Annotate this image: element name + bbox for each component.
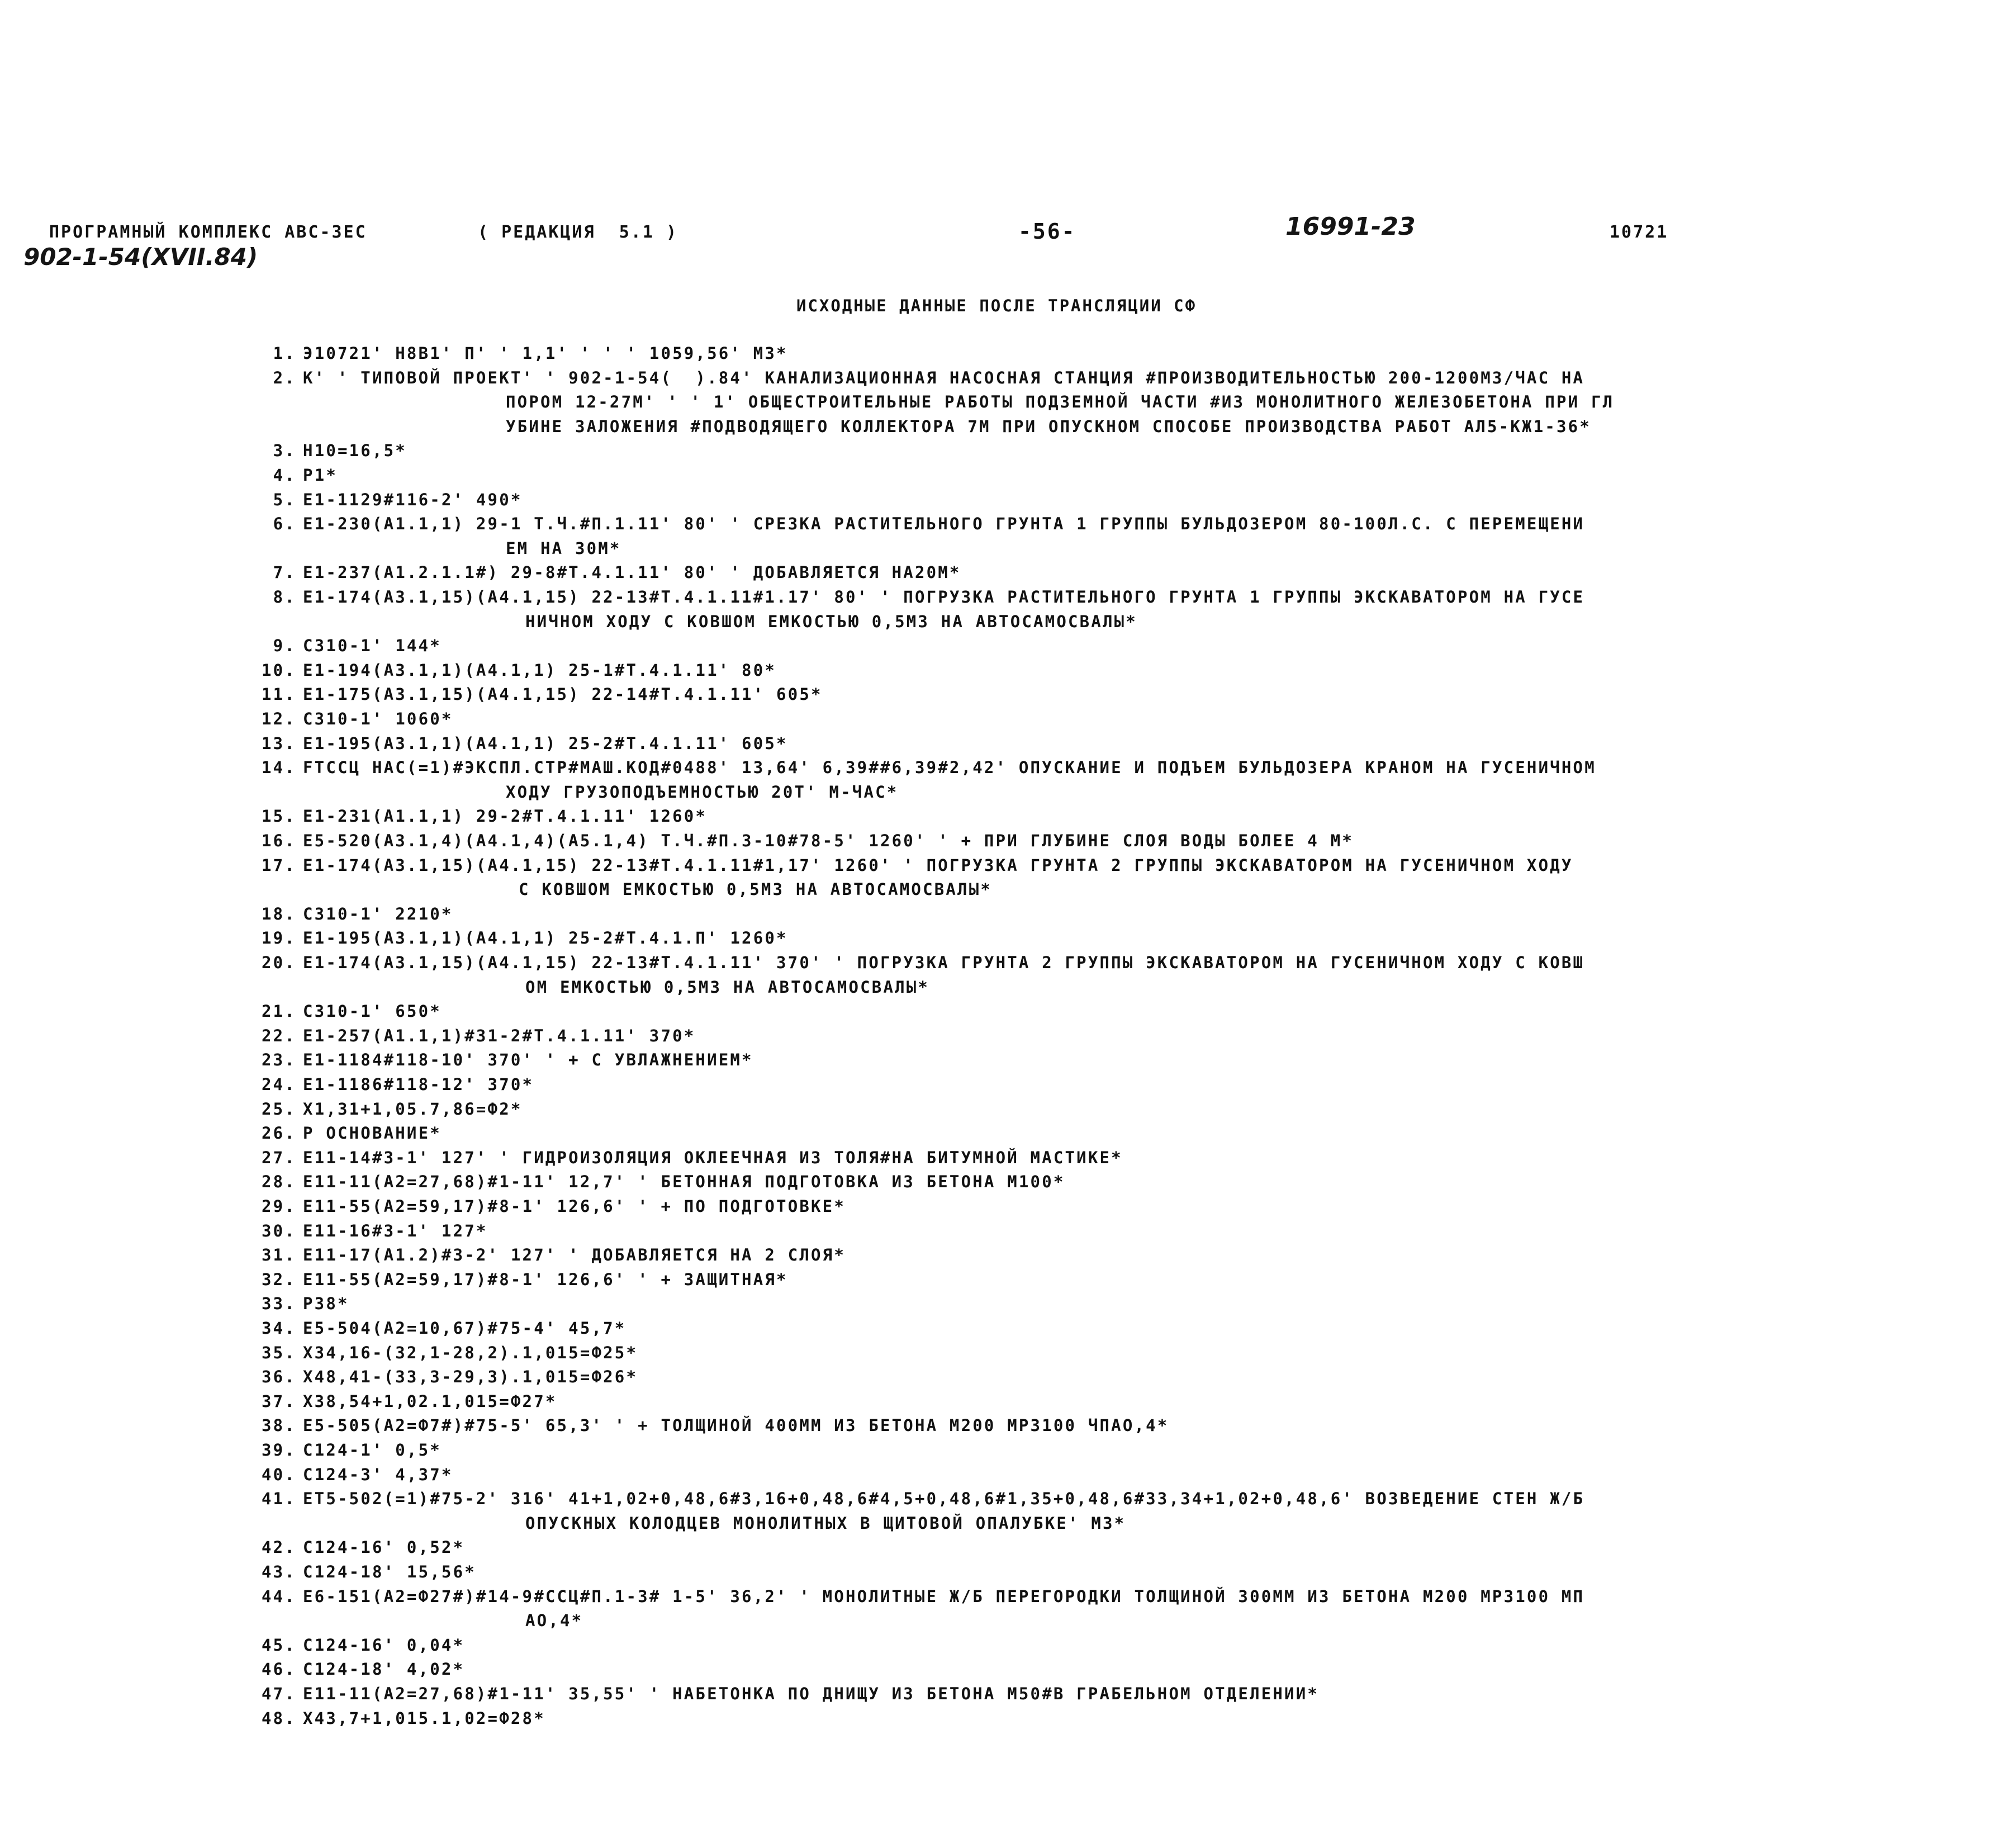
line-text: С310-1' 650* <box>303 1002 442 1021</box>
line-number: 37. <box>262 1392 296 1411</box>
line-number: 41. <box>262 1489 296 1508</box>
line-number: 38. <box>262 1416 296 1435</box>
page-title: ИСХОДНЫЕ ДАННЫЕ ПОСЛЕ ТРАНСЛЯЦИИ СФ <box>796 296 1197 315</box>
line-text: С310-1' 1060* <box>303 709 453 728</box>
line-text: Е5-504(А2=10,67)#75-4' 45,7* <box>303 1319 627 1338</box>
line-text: Е5-520(А3.1,4)(А4.1,4)(А5.1,4) Т.Ч.#П.3-10#78-5' 1260' ' + ПРИ ГЛУБИНЕ СЛОЯ ВОДЫ БОЛЕЕ 4 М* <box>303 831 1354 850</box>
line-text: Е1-231(А1.1,1) 29-2#Т.4.1.11' 1260* <box>303 807 708 826</box>
line-number: 6. <box>273 514 296 533</box>
line-number: 32. <box>262 1270 296 1289</box>
line-text: FТССЦ НАС(=1)#ЭКСПЛ.СТР#МАШ.КОД#0488' 13,64' 6,39##6,39#2,42' ОПУСКАНИЕ И ПОДЪЕМ БУЛЬДОЗЕРА КРАНОМ НА ГУСЕНИЧНОМ <box>303 758 1596 777</box>
line-text: Е1-1129#116-2' 490* <box>303 490 523 509</box>
line-number: 22. <box>262 1026 296 1045</box>
line-number: 46. <box>262 1660 296 1679</box>
line-number: 20. <box>262 953 296 972</box>
line-text: Е1-194(А3.1,1)(А4.1,1) 25-1#Т.4.1.11' 80* <box>303 661 777 680</box>
line-number: 11. <box>262 685 296 704</box>
line-number: 3. <box>273 441 296 460</box>
line-text: Е1-230(А1.1,1) 29-1 Т.Ч.#П.1.11' 80' ' СРЕЗКА РАСТИТЕЛЬНОГО ГРУНТА 1 ГРУППЫ БУЛЬДОЗЕРОМ 80-100Л.С. С ПЕРЕМЕЩЕНИ <box>303 514 1585 533</box>
line-number: 4. <box>273 466 296 485</box>
line-number: 45. <box>262 1636 296 1655</box>
line-text: Е5-505(А2=Ф7#)#75-5' 65,3' ' + ТОЛЩИНОЙ 400ММ ИЗ БЕТОНА М200 МРЗ100 ЧПАО,4* <box>303 1416 1169 1435</box>
line-text: Е6-151(А2=Ф27#)#14-9#ССЦ#П.1-3# 1-5' 36,2' ' МОНОЛИТНЫЕ Ж/Б ПЕРЕГОРОДКИ ТОЛЩИНОЙ 300ММ ИЗ БЕТОНА М200 МРЗ100 МП <box>303 1587 1585 1606</box>
line-number: 35. <box>262 1343 296 1362</box>
line-number: 27. <box>262 1148 296 1167</box>
line-text: К' ' ТИПОВОЙ ПРОЕКТ' ' 902-1-54( ).84' КАНАЛИЗАЦИОННАЯ НАСОСНАЯ СТАНЦИЯ #ПРОИЗВОДИТЕЛЬНОСТЬЮ 200-1200М3/ЧАС НА <box>303 368 1585 387</box>
document-number: 10721 <box>1610 222 1669 242</box>
line-number: 28. <box>262 1172 296 1191</box>
line-continuation: ОПУСКНЫХ КОЛОДЦЕВ МОНОЛИТНЫХ В ЩИТОВОЙ ОПАЛУБКЕ' М3* <box>525 1514 1126 1533</box>
line-number: 14. <box>262 758 296 777</box>
line-text: Р1* <box>303 466 338 485</box>
line-number: 2. <box>273 368 296 387</box>
line-text: ЕТ5-502(=1)#75-2' 316' 41+1,02+0,48,6#3,16+0,48,6#4,5+0,48,6#1,35+0,48,6#33,34+1,02+0,48,6' ВОЗВЕДЕНИЕ СТЕН Ж/Б <box>303 1489 1585 1508</box>
line-continuation: ХОДУ ГРУЗОПОДЪЕМНОСТЬЮ 20Т' М-ЧАС* <box>506 783 899 802</box>
line-text: Е1-257(А1.1,1)#31-2#Т.4.1.11' 370* <box>303 1026 696 1045</box>
line-text: Е11-14#3-1' 127' ' ГИДРОИЗОЛЯЦИЯ ОКЛЕЕЧНАЯ ИЗ ТОЛЯ#НА БИТУМНОЙ МАСТИКЕ* <box>303 1148 1123 1167</box>
line-number: 26. <box>262 1124 296 1143</box>
handwritten-project: 902-1-54(XVII.84) <box>23 243 258 271</box>
line-text: Е11-16#3-1' 127* <box>303 1221 488 1240</box>
line-number: 16. <box>262 831 296 850</box>
line-number: 1. <box>273 344 296 363</box>
line-number: 15. <box>262 807 296 826</box>
line-continuation: ПОРОМ 12-27М' ' ' 1' ОБЩЕСТРОИТЕЛЬНЫЕ РАБОТЫ ПОДЗЕМНОЙ ЧАСТИ #ИЗ МОНОЛИТНОГО ЖЕЛЕЗОБЕТОНА ПРИ ГЛ <box>506 392 1615 411</box>
line-text: С124-16' 0,52* <box>303 1538 465 1557</box>
line-number: 21. <box>262 1002 296 1021</box>
line-number: 48. <box>262 1709 296 1728</box>
line-number: 12. <box>262 709 296 728</box>
edition-label: ( РЕДАКЦИЯ 5.1 ) <box>478 222 678 242</box>
line-number: 23. <box>262 1050 296 1069</box>
line-number: 29. <box>262 1197 296 1216</box>
line-number: 8. <box>273 587 296 606</box>
line-text: Е1-1184#118-10' 370' ' + С УВЛАЖНЕНИЕМ* <box>303 1050 753 1069</box>
line-continuation: УБИНЕ ЗАЛОЖЕНИЯ #ПОДВОДЯЩЕГО КОЛЛЕКТОРА 7М ПРИ ОПУСКНОМ СПОСОБЕ ПРОИЗВОДСТВА РАБОТ АЛ5-КЖ1-36* <box>506 417 1591 436</box>
line-number: 43. <box>262 1562 296 1581</box>
line-text: Н10=16,5* <box>303 441 407 460</box>
line-continuation: ОМ ЕМКОСТЬЮ 0,5М3 НА АВТОСАМОСВАЛЫ* <box>525 978 930 997</box>
line-number: 44. <box>262 1587 296 1606</box>
line-number: 33. <box>262 1294 296 1313</box>
line-continuation: ЕМ НА 30М* <box>506 539 621 558</box>
line-number: 47. <box>262 1684 296 1703</box>
line-number: 40. <box>262 1465 296 1484</box>
line-text: С124-18' 4,02* <box>303 1660 465 1679</box>
line-text: Е1-174(А3.1,15)(А4.1,15) 22-13#Т.4.1.11#1,17' 1260' ' ПОГРУЗКА ГРУНТА 2 ГРУППЫ ЭКСКАВАТОРОМ НА ГУСЕНИЧНОМ ХОДУ <box>303 856 1573 875</box>
line-number: 10. <box>262 661 296 680</box>
line-text: С310-1' 2210* <box>303 904 453 923</box>
program-name: ПРОГРАМНЫЙ КОМПЛЕКС АВС-3ЕС <box>49 222 367 242</box>
line-continuation: НИЧНОМ ХОДУ С КОВШОМ ЕМКОСТЬЮ 0,5М3 НА АВТОСАМОСВАЛЫ* <box>525 612 1137 631</box>
line-text: Е1-174(А3.1,15)(А4.1,15) 22-13#Т.4.1.11' 370' ' ПОГРУЗКА ГРУНТА 2 ГРУППЫ ЭКСКАВАТОРОМ НА ГУСЕНИЧНОМ ХОДУ С КОВШ <box>303 953 1585 972</box>
line-continuation: АО,4* <box>525 1611 583 1630</box>
page-number: -56- <box>1018 219 1076 244</box>
line-text: Э10721' Н8В1' П' ' 1,1' ' ' ' 1059,56' М3* <box>303 344 788 363</box>
line-text: С124-16' 0,04* <box>303 1636 465 1655</box>
line-text: Е1-175(А3.1,15)(А4.1,15) 22-14#Т.4.1.11' 605* <box>303 685 823 704</box>
line-number: 39. <box>262 1441 296 1460</box>
line-text: Р38* <box>303 1294 349 1313</box>
line-text: Е1-195(А3.1,1)(А4.1,1) 25-2#Т.4.1.П' 1260* <box>303 928 788 947</box>
line-text: Е11-55(А2=59,17)#8-1' 126,6' ' + ЗАЩИТНАЯ* <box>303 1270 788 1289</box>
line-number: 36. <box>262 1367 296 1386</box>
line-text: X34,16-(32,1-28,2).1,015=Ф25* <box>303 1343 638 1362</box>
line-number: 25. <box>262 1100 296 1119</box>
line-text: Е11-17(А1.2)#3-2' 127' ' ДОБАВЛЯЕТСЯ НА 2 СЛОЯ* <box>303 1245 846 1264</box>
line-text: Е1-1186#118-12' 370* <box>303 1075 534 1094</box>
line-text: X1,31+1,05.7,86=Ф2* <box>303 1100 523 1119</box>
line-number: 19. <box>262 928 296 947</box>
line-number: 18. <box>262 904 296 923</box>
line-number: 34. <box>262 1319 296 1338</box>
line-text: X48,41-(33,3-29,3).1,015=Ф26* <box>303 1367 638 1386</box>
line-text: Е1-237(А1.2.1.1#) 29-8#Т.4.1.11' 80' ' ДОБАВЛЯЕТСЯ НА20М* <box>303 563 961 582</box>
line-number: 42. <box>262 1538 296 1557</box>
line-number: 7. <box>273 563 296 582</box>
line-number: 13. <box>262 734 296 753</box>
line-text: С124-18' 15,56* <box>303 1562 476 1581</box>
line-text: Р ОСНОВАНИЕ* <box>303 1124 442 1143</box>
line-text: Е11-11(А2=27,68)#1-11' 12,7' ' БЕТОННАЯ ПОДГОТОВКА ИЗ БЕТОНА М100* <box>303 1172 1065 1191</box>
line-text: Е1-174(А3.1,15)(А4.1,15) 22-13#Т.4.1.11#1.17' 80' ' ПОГРУЗКА РАСТИТЕЛЬНОГО ГРУНТА 1 ГРУППЫ ЭКСКАВАТОРОМ НА ГУСЕ <box>303 587 1585 606</box>
line-text: X38,54+1,02.1,015=Ф27* <box>303 1392 557 1411</box>
line-number: 30. <box>262 1221 296 1240</box>
line-text: С124-3' 4,37* <box>303 1465 453 1484</box>
line-number: 24. <box>262 1075 296 1094</box>
line-number: 9. <box>273 636 296 655</box>
line-text: X43,7+1,015.1,02=Ф28* <box>303 1709 545 1728</box>
line-text: Е11-11(А2=27,68)#1-11' 35,55' ' НАБЕТОНКА ПО ДНИЩУ ИЗ БЕТОНА М50#В ГРАБЕЛЬНОМ ОТДЕЛЕНИИ* <box>303 1684 1320 1703</box>
line-number: 31. <box>262 1245 296 1264</box>
line-number: 17. <box>262 856 296 875</box>
line-text: С124-1' 0,5* <box>303 1441 442 1460</box>
handwritten-code: 16991-23 <box>1285 212 1416 241</box>
line-text: С310-1' 144* <box>303 636 442 655</box>
line-text: Е1-195(А3.1,1)(А4.1,1) 25-2#Т.4.1.11' 605* <box>303 734 788 753</box>
line-text: Е11-55(А2=59,17)#8-1' 126,6' ' + ПО ПОДГОТОВКЕ* <box>303 1197 846 1216</box>
line-continuation: С КОВШОМ ЕМКОСТЬЮ 0,5М3 НА АВТОСАМОСВАЛЫ* <box>519 880 993 899</box>
line-number: 5. <box>273 490 296 509</box>
